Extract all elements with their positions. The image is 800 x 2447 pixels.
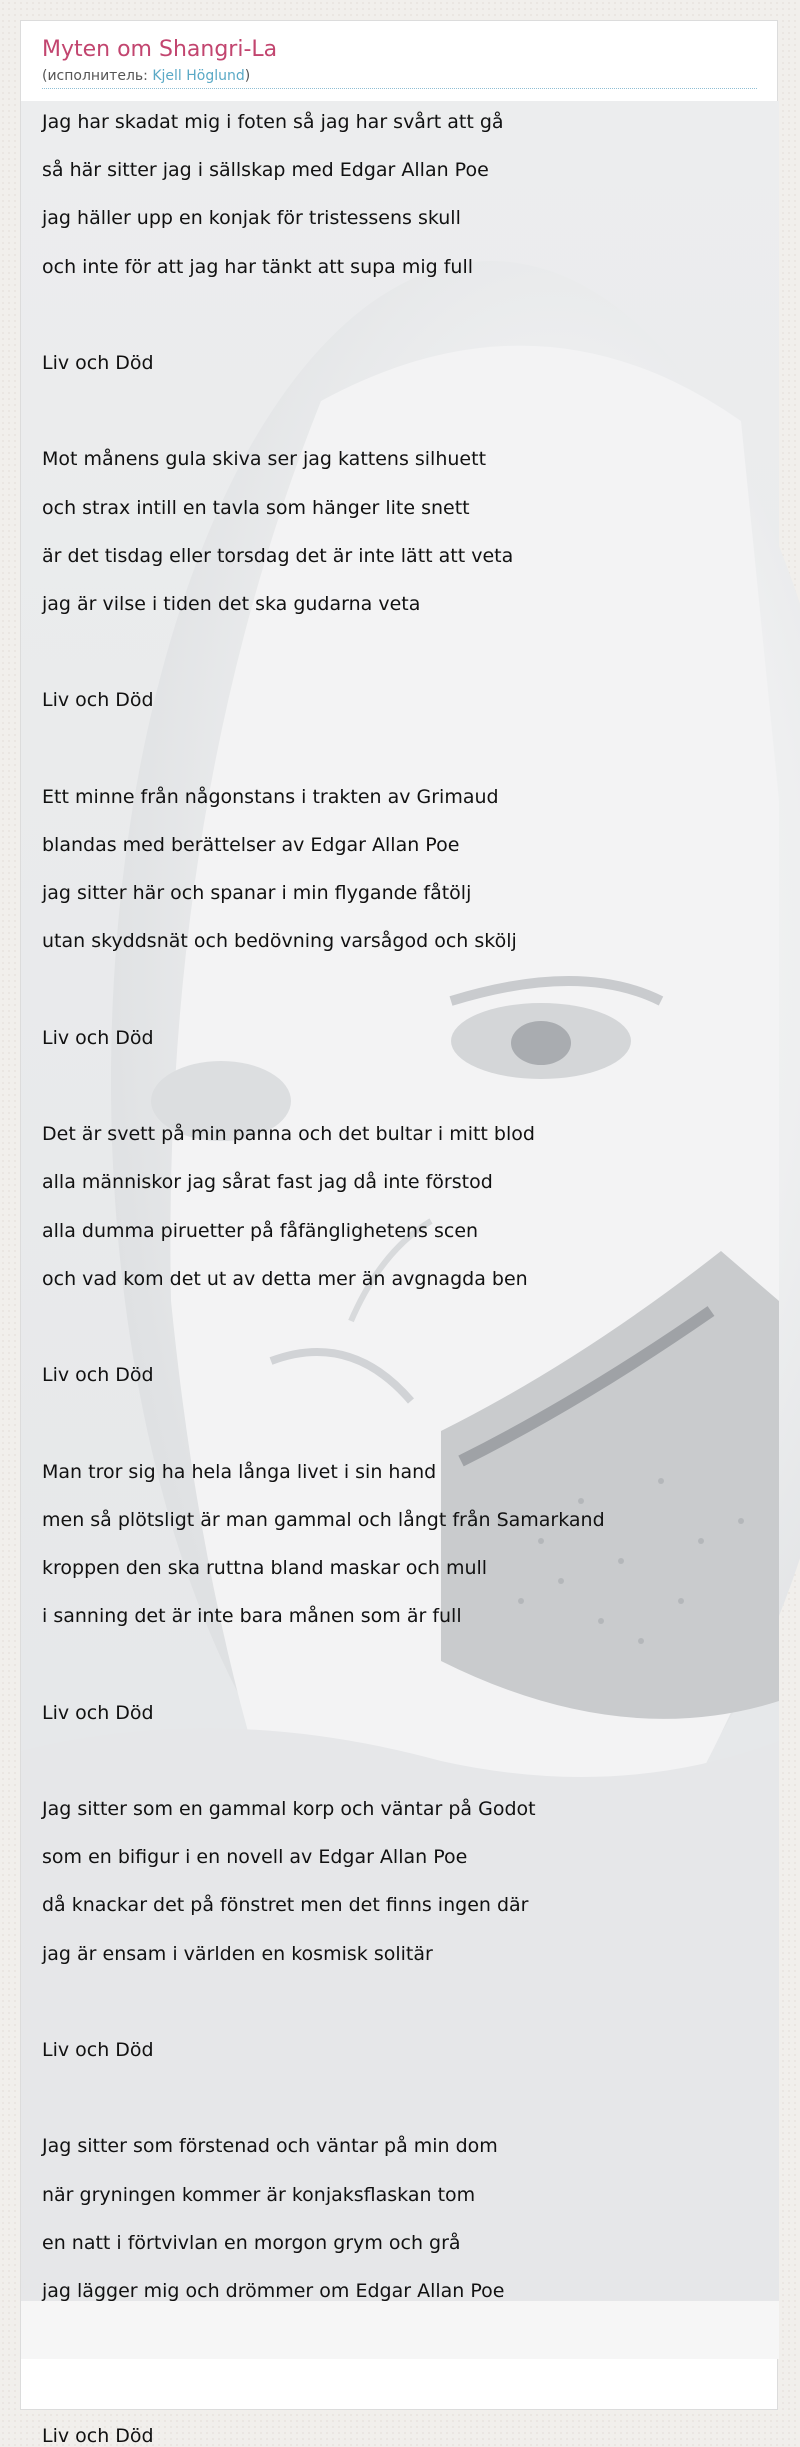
lyric-line: och strax intill en tavla som hänger lite snett bbox=[42, 496, 470, 519]
lyric-line: Jag sitter som förstenad och väntar på min dom bbox=[42, 2135, 498, 2158]
refrain-line: Liv och Död bbox=[42, 1364, 154, 1387]
lyric-line: men så plötsligt är man gammal och långt från Samarkand bbox=[42, 1508, 605, 1531]
lyric-line: då knackar det på fönstret men det finns ingen där bbox=[42, 1894, 529, 1917]
lyric-line: jag sitter här och spanar i min flygande fåtölj bbox=[42, 882, 472, 905]
lyric-line: Mot månens gula skiva ser jag kattens silhuett bbox=[42, 448, 487, 471]
lyric-line: och vad kom det ut av detta mer än avgnagda ben bbox=[42, 1267, 528, 1290]
song-title: Myten om Shangri-La bbox=[42, 37, 278, 62]
lyric-line: och inte för att jag har tänkt att supa mig full bbox=[42, 255, 474, 278]
lyric-line: en natt i förtvivlan en morgon grym och grå bbox=[42, 2231, 461, 2254]
performer-line bbox=[42, 68, 250, 84]
performer-suffix: ) bbox=[244, 68, 251, 84]
lyric-line: alla människor jag sårat fast jag då inte förstod bbox=[42, 1171, 493, 1194]
lyric-line: alla dumma piruetter på fåfänglighetens scen bbox=[42, 1219, 479, 1242]
lyric-line: Man tror sig ha hela långa livet i sin hand bbox=[42, 1460, 437, 1483]
refrain-line: Liv och Död bbox=[42, 1701, 154, 1724]
lyric-line: blandas med berättelser av Edgar Allan Poe bbox=[42, 834, 460, 856]
lyric-line: jag är vilse i tiden det ska gudarna veta bbox=[42, 593, 421, 615]
lyric-line: är det tisdag eller torsdag det är inte lätt att veta bbox=[42, 544, 514, 567]
refrain-line: Liv och Död bbox=[42, 2424, 154, 2447]
lyric-line: jag lägger mig och drömmer om Edgar Allan Poe bbox=[42, 2280, 505, 2302]
lyric-line: Jag har skadat mig i foten så jag har svårt att gå bbox=[42, 111, 504, 133]
lyric-line: så här sitter jag i sällskap med Edgar Allan Poe bbox=[42, 159, 489, 182]
lyric-line: jag häller upp en konjak för tristessens skull bbox=[42, 207, 461, 230]
refrain-line: Liv och Död bbox=[42, 2039, 154, 2061]
lyric-line: i sanning det är inte bara månen som är full bbox=[42, 1605, 462, 1628]
lyric-line: kroppen den ska ruttna bland maskar och mull bbox=[42, 1557, 488, 1579]
performer-prefix: (исполнитель: bbox=[42, 68, 153, 84]
lyric-line: Det är svett på min panna och det bultar i mitt blod bbox=[42, 1123, 535, 1146]
song-header bbox=[21, 21, 777, 89]
song-card bbox=[20, 20, 778, 2447]
performer-link[interactable]: Kjell Höglund bbox=[152, 68, 245, 84]
header-divider bbox=[42, 88, 757, 89]
lyric-line: som en bifigur i en novell av Edgar Allan Poe bbox=[42, 1846, 468, 1869]
refrain-line: Liv och Död bbox=[42, 1026, 154, 1049]
lyric-line: jag är ensam i världen en kosmisk solitär bbox=[42, 1942, 433, 1965]
refrain-line: Liv och Död bbox=[42, 689, 154, 712]
lyric-line: Jag sitter som en gammal korp och väntar på Godot bbox=[42, 1798, 536, 1820]
lyric-line: när gryningen kommer är konjaksflaskan tom bbox=[42, 2183, 476, 2206]
lyric-line: Ett minne från någonstans i trakten av Grimaud bbox=[42, 785, 499, 808]
refrain-line: Liv och Död bbox=[42, 352, 154, 374]
lyric-line: utan skyddsnät och bedövning varsågod och skölj bbox=[42, 930, 517, 953]
